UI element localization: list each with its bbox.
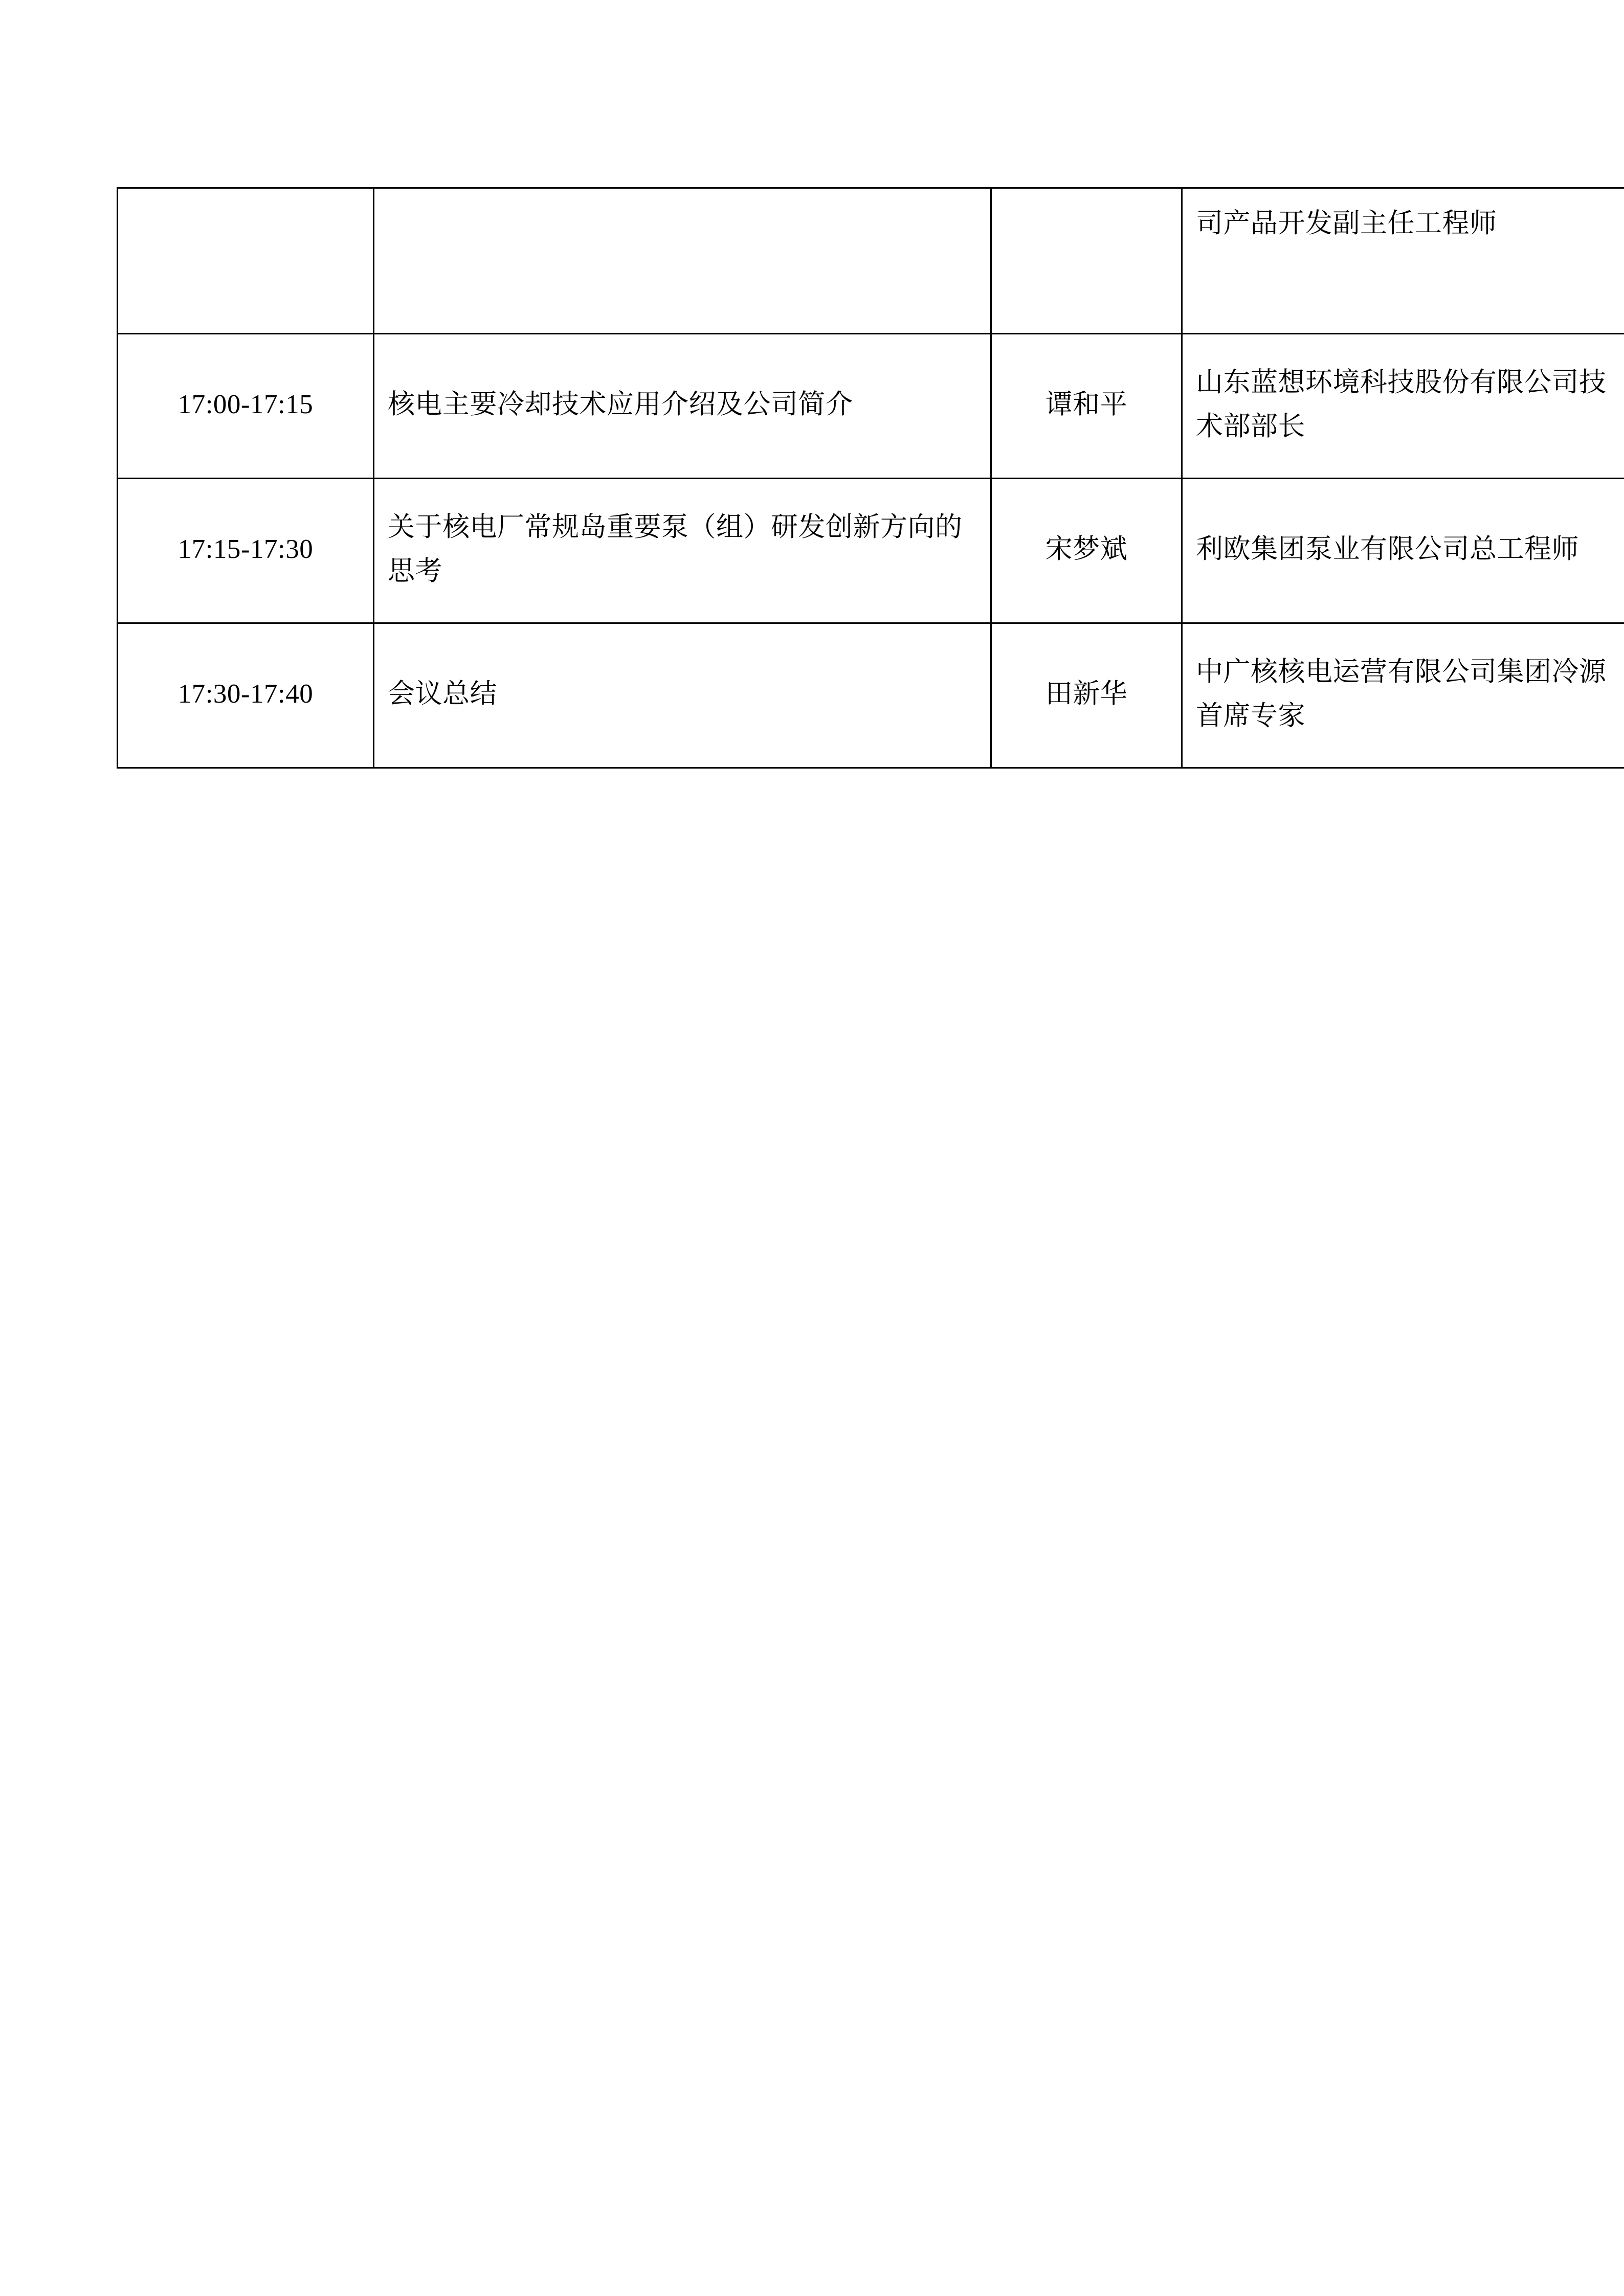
table-row xyxy=(118,623,1624,768)
cell-speaker xyxy=(991,188,1182,334)
cell-organization: 中广核核电运营有限公司集团冷源首席专家 xyxy=(1182,623,1624,768)
cell-topic xyxy=(374,188,991,334)
cell-time xyxy=(118,188,374,334)
cell-time: 17:15-17:30 xyxy=(118,479,374,623)
cell-speaker: 宋梦斌 xyxy=(991,479,1182,623)
table-row xyxy=(118,334,1624,479)
cell-speaker: 谭和平 xyxy=(991,334,1182,479)
cell-time: 17:30-17:40 xyxy=(118,623,374,768)
cell-organization: 山东蓝想环境科技股份有限公司技术部部长 xyxy=(1182,334,1624,479)
agenda-table xyxy=(117,187,1624,769)
agenda-table-body xyxy=(118,188,1624,768)
table-row xyxy=(118,479,1624,623)
cell-speaker: 田新华 xyxy=(991,623,1182,768)
cell-topic: 会议总结 xyxy=(374,623,991,768)
table-row xyxy=(118,188,1624,334)
cell-time: 17:00-17:15 xyxy=(118,334,374,479)
cell-topic: 核电主要冷却技术应用介绍及公司简介 xyxy=(374,334,991,479)
cell-topic: 关于核电厂常规岛重要泵（组）研发创新方向的思考 xyxy=(374,479,991,623)
cell-organization: 司产品开发副主任工程师 xyxy=(1182,188,1624,334)
cell-organization: 利欧集团泵业有限公司总工程师 xyxy=(1182,479,1624,623)
